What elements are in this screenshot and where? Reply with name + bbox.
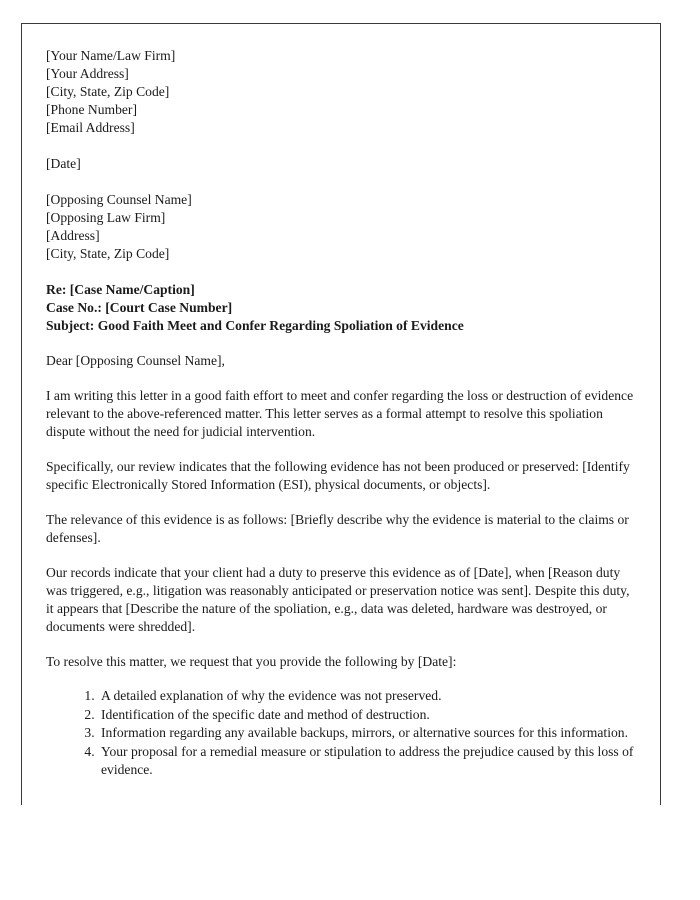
body-paragraph-duty-to-preserve: Our records indicate that your client had a duty to preserve this evidence as of [Date], when [Reason duty was triggered, e.g., litigation was reasonably anticipated or preservation notice was sent]. Despite this duty, it appears that [Describe the nature of the spoliation, e.g., data was deleted, hardware was destroyed, or documents were shredded]. [46, 565, 630, 634]
date-block [46, 155, 635, 173]
spacer-para-4 [46, 636, 635, 653]
letter-content [22, 24, 660, 780]
spacer-para-1 [46, 441, 635, 458]
recipient-firm-line: [Opposing Law Firm] [46, 210, 166, 225]
body-paragraph-evidence-identification: Specifically, our review indicates that the following evidence has not been produced or preserved: [Identify specific Electronically Stored Information (ESI), physical documents, or objects]. [46, 459, 630, 492]
sender-address-block [46, 47, 635, 137]
spacer-before-salutation [46, 335, 635, 352]
sender-email-line: [Email Address] [46, 120, 135, 135]
recipient-city-line: [City, State, Zip Code] [46, 246, 170, 261]
case-number-line: Case No.: [Court Case Number] [46, 300, 233, 315]
spacer-para-3 [46, 547, 635, 564]
reference-block [46, 281, 635, 335]
sender-phone-line: [Phone Number] [46, 102, 137, 117]
spacer-para-2 [46, 494, 635, 511]
salutation-line: Dear [Opposing Counsel Name], [46, 353, 225, 368]
body-paragraph-relevance: The relevance of this evidence is as follows: [Briefly describe why the evidence is material to the claims or defenses]. [46, 512, 629, 545]
list-item: 2. Identification of the specific date and method of destruction. [98, 706, 635, 725]
spacer-after-salutation [46, 370, 635, 387]
list-item: 4. Your proposal for a remedial measure or stipulation to address the prejudice caused by this loss of evidence. [98, 743, 635, 780]
spacer-after-recipient [46, 263, 635, 281]
body-paragraph-request-intro: To resolve this matter, we request that you provide the following by [Date]: [46, 654, 457, 669]
recipient-name-line: [Opposing Counsel Name] [46, 192, 192, 207]
letter-page [21, 23, 661, 805]
recipient-address-block [46, 191, 635, 263]
re-line: Re: [Case Name/Caption] [46, 282, 195, 297]
list-item: 3. Information regarding any available backups, mirrors, or alternative sources for this information. [98, 724, 635, 743]
body-paragraph-intro: I am writing this letter in a good faith effort to meet and confer regarding the loss or destruction of evidence relevant to the above-referenced matter. This letter serves as a formal attempt to resolve this spoliation dispute without the need for judicial intervention. [46, 388, 634, 439]
spacer-after-date [46, 173, 635, 191]
request-list [46, 687, 635, 780]
sender-street-line: [Your Address] [46, 66, 129, 81]
subject-line: Subject: Good Faith Meet and Confer Regarding Spoliation of Evidence [46, 318, 464, 333]
recipient-street-line: [Address] [46, 228, 100, 243]
sender-city-line: [City, State, Zip Code] [46, 84, 170, 99]
sender-name-line: [Your Name/Law Firm] [46, 48, 176, 63]
list-item: 1. A detailed explanation of why the evidence was not preserved. [98, 687, 635, 706]
spacer-before-list [46, 671, 635, 687]
date-line: [Date] [46, 156, 81, 171]
spacer-after-sender [46, 137, 635, 155]
